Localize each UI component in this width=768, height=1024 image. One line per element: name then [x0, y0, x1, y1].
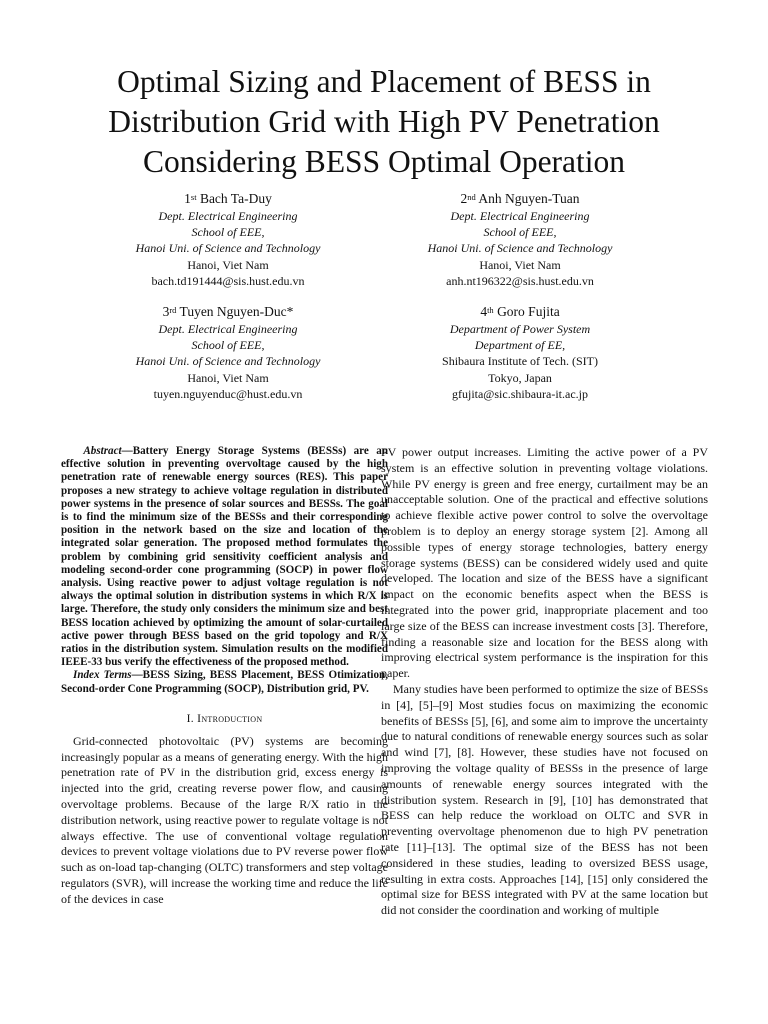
author-name: 4th Goro Fujita	[480, 304, 560, 319]
author-name: 2nd Anh Nguyen-Tuan	[460, 191, 580, 206]
author-email: tuyen.nguyenduc@hust.edu.vn	[153, 386, 303, 401]
intro-paragraph: Grid-connected photovoltaic (PV) systems are becoming increasingly popular as a means of generating energy. With the high penetration rate of PV in the distribution grid, excess energy is injected into the grid, creating reverse power flow, and causing overvoltage problems. Because of the large R/X ratio in the distribution network, using reactive power to regulate voltage is not always effective. The use of conventional voltage regulation devices to prevent voltage violations due to PV reverse power flow such as on-load tap-changing (OLTC) transformers and step voltage regulators (SVR), will increase the working time and reduce the life of the devices in case	[61, 733, 388, 906]
section-heading: I. Introduction	[186, 711, 263, 725]
author-location: Hanoi, Viet Nam	[187, 257, 269, 272]
author-university: Shibaura Institute of Tech. (SIT)	[442, 354, 598, 369]
author-school: School of EEE,	[191, 225, 265, 240]
author-block-3	[63, 303, 393, 402]
author-location: Hanoi, Viet Nam	[479, 257, 561, 272]
author-dept: Department of Power System	[449, 322, 591, 336]
author-dept: Dept. Electrical Engineering	[158, 209, 298, 223]
body-paragraph: PV power output increases. Limiting the active power of a PV system is an effective solution in preventing voltage violations. While PV energy is green and free energy, curtailment may be an unacceptable solution. One of the practical and effective solutions to achieve flexible active power control to solve the overvoltage problem is to deploy an energy storage system [2]. Among all possible types of energy storage technologies, battery energy storage systems (BESS) can be considered widely used and quite developed. The location and size of the BESS have a significant impact on the economic benefits aspect when the BESS is integrated into the power grid, inappropriate placement and too large size of the BESS can increase investment costs [3]. Therefore, finding a reasonable size and location for the BESS along with improving electrical system performance is the inspiration for this paper.	[381, 445, 708, 681]
left-column	[61, 445, 388, 908]
author-university: Hanoi Uni. of Science and Technology	[135, 241, 321, 256]
abstract: Abstract—Battery Energy Storage Systems (BESSs) are an effective solution in preventing overvoltage caused by the high penetration rate of renewable energy sources (RES). This paper proposes a new strategy to achieve voltage regulation in distributed power systems in the presence of solar sources and BESSs. The goal is to find the minimum size of the BESSs and their corresponding position in the network based on the size and location of the integrated solar generation. The proposed method formulates the problem by combining grid sensitivity coefficient analysis and modeling second-order cone programming (SOCP) in power flow analysis. Using reactive power to adjust voltage regulation is not always the optimal solution in distribution systems in which R/X is large. Therefore, the study only considers the minimum size and best BESS location achieved by optimizing the amount of solar-curtailed active power through BESS based on the grid topology and R/X ratios in the distribution system. Simulation results on the modified IEEE-33 bus verify the effectiveness of the proposed method.	[61, 445, 388, 669]
author-location: Hanoi, Viet Nam	[187, 370, 269, 385]
index-terms-text: BESS Sizing, BESS Placement, BESS Otimization, Second-order Cone Programming (SOCP), Distribution grid, PV.	[61, 669, 388, 695]
author-email: gfujita@sic.shibaura-it.ac.jp	[451, 386, 588, 401]
author-email: bach.td191444@sis.hust.edu.vn	[151, 273, 305, 288]
author-school: School of EEE,	[483, 225, 557, 240]
author-university: Hanoi Uni. of Science and Technology	[135, 354, 321, 369]
author-dept: Dept. Electrical Engineering	[450, 209, 590, 223]
title-line: Considering BESS Optimal Operation	[142, 144, 626, 179]
index-terms: Index Terms—BESS Sizing, BESS Placement, BESS Otimization, Second-order Cone Programming (SOCP), Distribution grid, PV.	[61, 669, 388, 695]
author-dept: Dept. Electrical Engineering	[158, 322, 298, 336]
author-school: School of EEE,	[191, 338, 265, 353]
index-terms-label: Index Terms	[73, 669, 132, 682]
author-location: Tokyo, Japan	[488, 370, 552, 385]
title-line: Optimal Sizing and Placement of BESS in	[117, 64, 651, 99]
author-block-4	[355, 303, 685, 402]
author-school: Department of EE,	[474, 338, 566, 353]
author-block-2	[355, 190, 685, 289]
abstract-label: Abstract	[83, 445, 122, 457]
body-paragraph: Many studies have been performed to optimize the size of BESSs in [4], [5]–[9] Most studies focus on maximizing the economic benefits of BESSs [5], [6], and some aim to improve the uncertainty due to natural conditions of renewable energy sources such as solar and wind [7], [8]. However, these studies have not focused on improving the voltage quality of BESSs in the presence of large amounts of renewable energy sources integrated with the distribution system. Research in [9], [10] has demonstrated that BESS can help reduce the workload on OLTC and SVR in preventing overvoltage phenomenon due to high PV penetration rate [11]–[13]. The optimal size of the BESS has not been considered in these studies, leading to oversized BESS usage, resulting in extra costs. Approaches [14], [15] only considered the optimal size for BESS integrated with PV at the same location but did not consider the coordination and working of multiple	[381, 681, 708, 918]
abstract-text: Battery Energy Storage Systems (BESSs) are an effective solution in preventing overvoltage caused by the high penetration rate of renewable energy sources (RES). This paper proposes a new strategy to achieve voltage regulation in distributed power systems in the presence of solar sources and BESSs. The goal is to find the minimum size of the BESSs and their corresponding position in the network based on the size and location of the integrated solar generation. The proposed method formulates the problem by combining grid sensitivity coefficient analysis and modeling second-order cone programming (SOCP) in power flow analysis. Using reactive power to adjust voltage regulation is not always the optimal solution in distribution systems in which R/X is large. Therefore, the study only considers the minimum size and best BESS location achieved by optimizing the amount of solar-curtailed active power through BESS based on the grid topology and R/X ratios in the distribution system. Simulation results on the modified IEEE-33 bus verify the effectiveness of the proposed method.	[61, 445, 388, 669]
author-email: anh.nt196322@sis.hust.edu.vn	[446, 273, 594, 288]
author-block-1	[63, 190, 393, 289]
author-name: 1st Bach Ta-Duy	[184, 191, 272, 206]
author-university: Hanoi Uni. of Science and Technology	[427, 241, 613, 256]
title-line: Distribution Grid with High PV Penetration	[108, 104, 660, 139]
right-column	[381, 445, 708, 919]
author-name: 3rd Tuyen Nguyen-Duc*	[162, 304, 294, 319]
paper-title	[40, 62, 728, 182]
